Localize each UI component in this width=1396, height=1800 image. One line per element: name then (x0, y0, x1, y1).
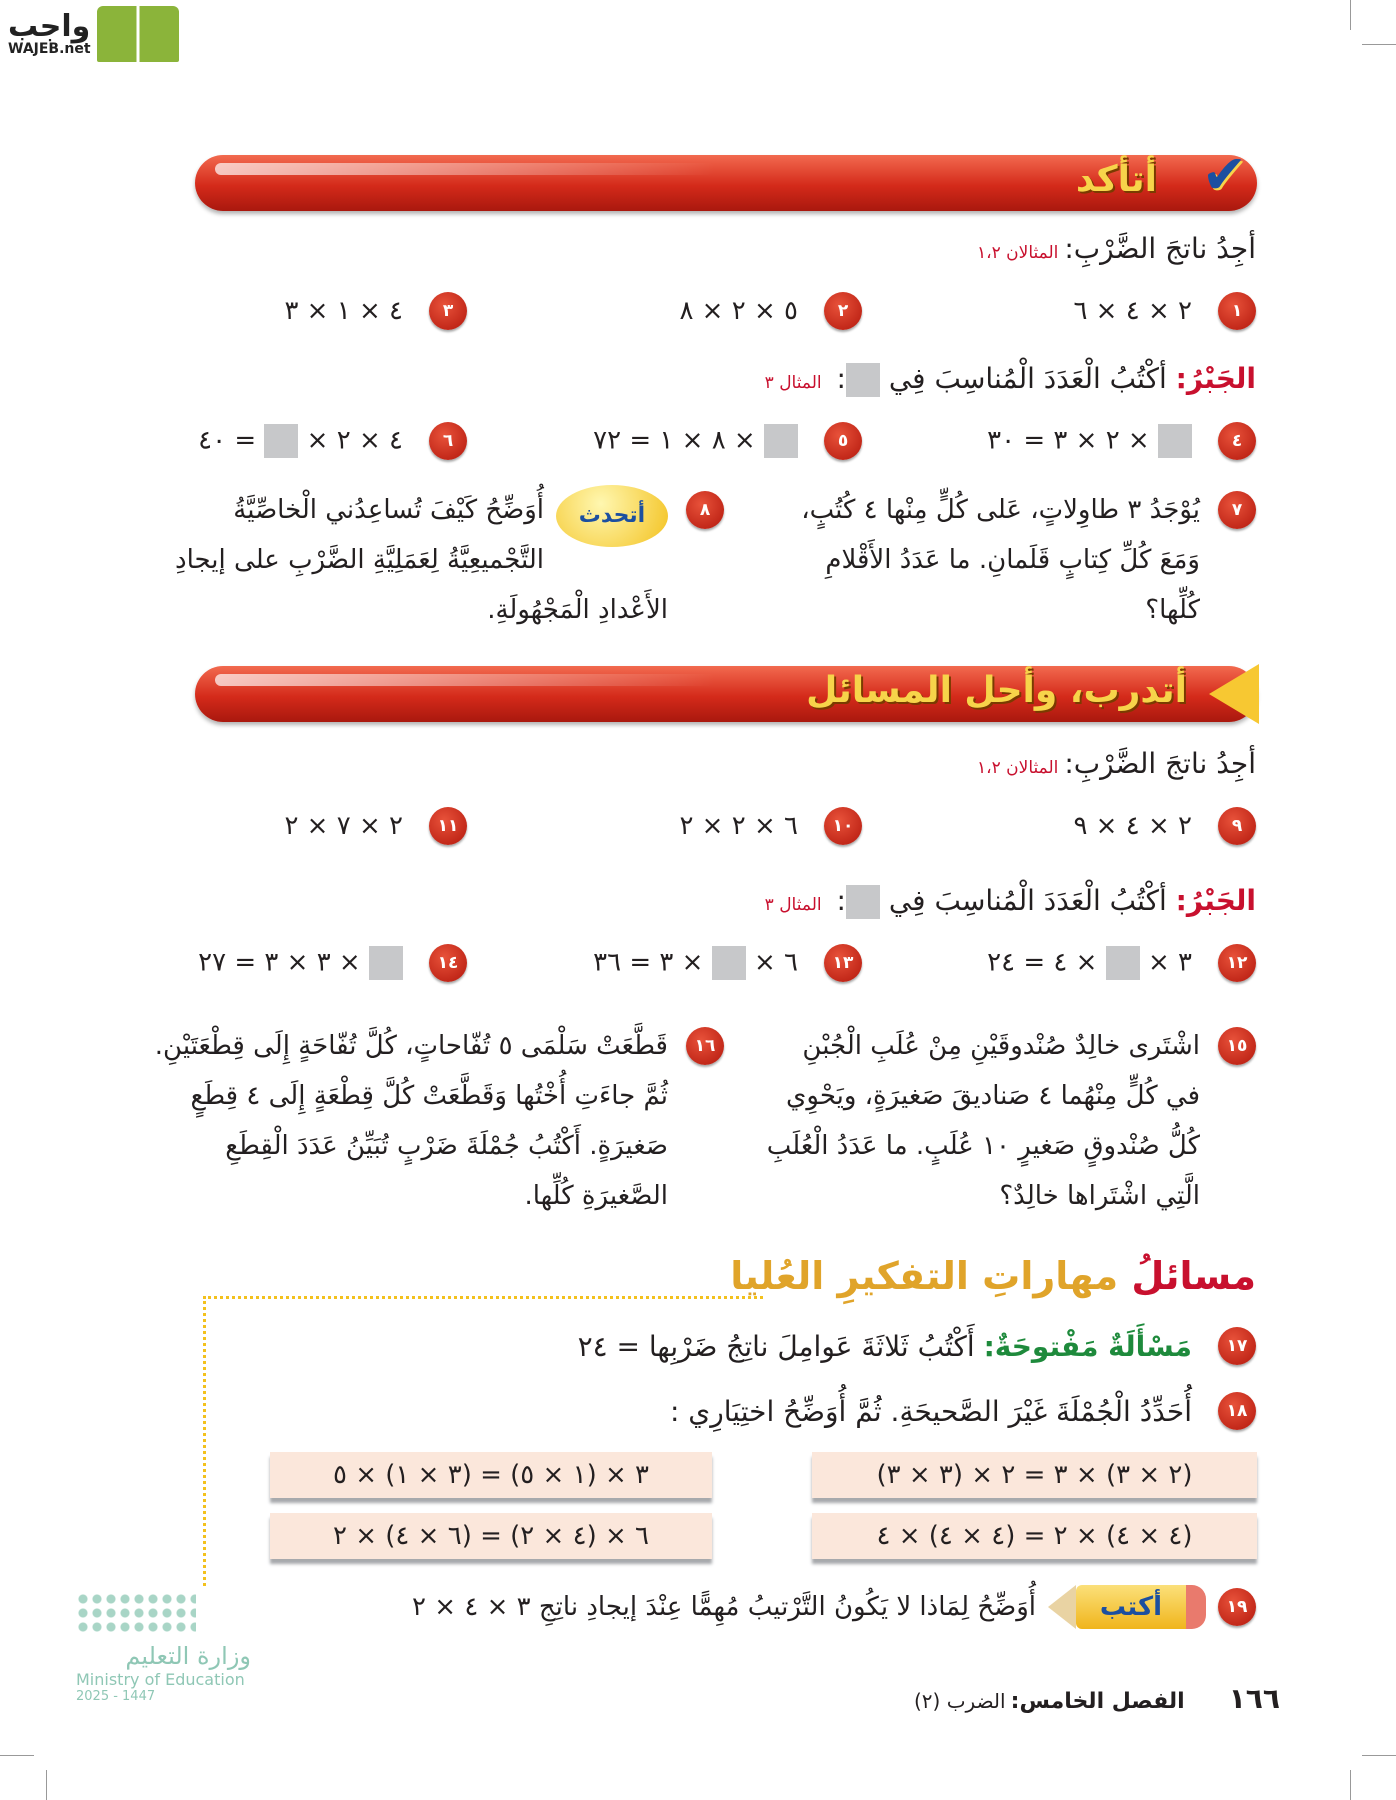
problem-6 (198, 422, 467, 460)
section-title: أتأكد (1075, 159, 1157, 200)
ministry-year: 2025 - 1447 (76, 1689, 156, 1704)
problem-number: ٢ (824, 292, 862, 330)
problem-10 (679, 807, 862, 845)
problem-text: اشْتَرى خالِدٌ صُنْدوقَيْنِ مِنْ عُلَبِ الْجُبْنِ في كُلٍّ مِنْهُما ٤ صَناديقَ صَغيرَةٍ، ويَحْوِي كُلُّ صُنْدوقٍ صَغيرٍ ١٠ عُلَبٍ. ما عَدَدُ الْعُلَبِ الَّتِي اشْتَراها خالِدٌ؟ (766, 1031, 1200, 1211)
crop-mark (1350, 1770, 1351, 1800)
problem-number: ٧ (1218, 491, 1256, 529)
blank-box (1106, 946, 1140, 980)
problem-text: أَكْتُبُ ثَلاثَةَ عَوامِلَ ناتِجُ ضَرْبِها = ٢٤ (577, 1329, 975, 1363)
heading-text: أكْتُبُ الْعَدَدَ الْمُناسِبَ فِي (888, 362, 1167, 395)
problem-text: أُوَضِّحُ لِمَاذا لا يَكُونُ التَّرْتيبُ مُهِمًّا عِنْدَ إيجادِ ناتِجِ ٣ × ٤ × ٢ (412, 1592, 1036, 1622)
book-icon (97, 6, 179, 62)
hots-title-gold: مهاراتِ التفكيرِ العُليا (730, 1254, 1119, 1298)
lesson-label: الضرب (٢) (913, 1689, 1006, 1713)
ministry-dots-icon (76, 1592, 196, 1632)
problem-11 (284, 807, 467, 845)
problem-number: ١٣ (824, 944, 862, 982)
crop-mark (0, 1755, 34, 1756)
blank-box (369, 946, 403, 980)
problem-5 (593, 422, 862, 460)
expression: ٥ × ٢ × ٨ (679, 296, 798, 326)
problem-number: ٨ (686, 491, 724, 529)
checkmark-icon: ✔ (1201, 143, 1247, 206)
section-banner-check (195, 143, 1257, 211)
expression: × ٣ × ٣ = ٢٧ (198, 947, 361, 978)
crop-mark (1350, 0, 1351, 30)
problem-number: ٩ (1218, 807, 1256, 845)
expression: × ٨ × ١ = ٧٢ (593, 425, 756, 456)
ministry-arabic: وزارة التعليم (125, 1642, 251, 1670)
crop-mark (1362, 44, 1396, 45)
expression: ٦ × ٢ × ٢ (679, 811, 798, 841)
problem-14 (198, 944, 467, 982)
chapter-label: الفصل الخامس: (1010, 1689, 1185, 1714)
problem-19 (412, 1585, 1256, 1629)
problem-number: ١٢ (1218, 944, 1256, 982)
ministry-english: Ministry of Education (76, 1670, 245, 1689)
problem-number: ١٦ (686, 1027, 724, 1065)
algebra-heading: الجَبْرُ: أكْتُبُ الْعَدَدَ الْمُناسِبَ فِي : المثال ٣ (764, 884, 1256, 917)
crop-mark (1362, 1755, 1396, 1756)
problem-number: ٤ (1218, 422, 1256, 460)
expression: ٦ × (753, 947, 798, 978)
problem-text: أُوَضِّحُ كَيْفَ تُساعِدُني الْخاصِّيَّةُ التَّجْميعِيَّةُ لِعَمَلِيَّةِ الضَّرْبِ على إيجادِ الأَعْدادِ الْمَجْهُولَةِ. (175, 495, 668, 625)
problem-number: ١٤ (429, 944, 467, 982)
problem-number: ١٩ (1218, 1588, 1256, 1626)
heading-text: أجِدُ ناتجَ الضَّرْبِ: (1064, 747, 1256, 780)
expression: ٤ × ١ × ٣ (284, 296, 403, 326)
algebra-label: الجَبْرُ: (1175, 362, 1256, 395)
problem-text: قَطَّعَتْ سَلْمَى ٥ تُفّاحاتٍ، كُلَّ تُفّاحَةٍ إِلَى قِطْعَتَيْنِ. ثُمَّ جاءَتِ أُخْتُها وَقَطَّعَتْ كُلَّ قِطْعَةٍ إِلَى ٤ قِطَعٍ صَغيرَةٍ. أَكْتُبُ جُمْلَةَ ضَرْبٍ تُبَيِّنُ عَدَدَ الْقِطَعِ الصَّغيرَةِ كُلِّها. (154, 1031, 668, 1211)
expression: = ٤٠ (198, 425, 257, 456)
talk-bubble-icon: أتحدث (556, 485, 668, 547)
equation-box: (٤ × ٤) × ٢ = (٤ × ٤) × ٤ (812, 1513, 1257, 1559)
expression: × ٣ = ٣٦ (593, 947, 704, 978)
problem-9 (1073, 807, 1256, 845)
problem-4 (987, 422, 1256, 460)
equation-box: ٣ × (١ × ٥) = (٣ × ١) × ٥ (270, 1452, 712, 1498)
write-badge: أكتب (1076, 1585, 1206, 1629)
blank-box (846, 885, 880, 919)
problem-3 (284, 292, 467, 330)
problem-17 (578, 1327, 1256, 1365)
problem-number: ١٨ (1218, 1392, 1256, 1430)
expression: ٤ × ٢ × (306, 425, 403, 456)
expression: ٢ × ٧ × ٢ (284, 811, 403, 841)
wajeb-logo (8, 6, 179, 62)
page-footer (914, 1682, 1280, 1715)
blank-box (1158, 424, 1192, 458)
problem-2 (679, 292, 862, 330)
section-banner-practice (195, 666, 1257, 722)
section-title: أتدرب، وأحل المسائل (806, 670, 1187, 711)
blank-box (764, 424, 798, 458)
algebra-label: الجَبْرُ: (1175, 884, 1256, 917)
problem-number: ٣ (429, 292, 467, 330)
problem-15 (766, 1021, 1256, 1221)
blank-box (264, 424, 298, 458)
example-ref: المثال ٣ (764, 373, 822, 393)
problem-text: أُحَدِّدُ الْجُمْلَةَ غَيْرَ الصَّحيحَةِ. ثُمَّ أُوَضِّحُ اختِيَارِي : (669, 1394, 1192, 1428)
page-number: ١٦٦ (1228, 1682, 1280, 1715)
open-problem-label: مَسْأَلَةٌ مَفْتوحَةٌ: (983, 1329, 1192, 1363)
problem-8 (144, 485, 724, 635)
expression: × ٤ = ٢٤ (987, 947, 1098, 978)
problem-18 (670, 1392, 1256, 1430)
find-product-heading (977, 232, 1256, 265)
pencil-icon (1048, 1585, 1206, 1629)
logo-arabic: واجب (8, 9, 91, 44)
heading-text: أجِدُ ناتجَ الضَّرْبِ: (1064, 232, 1256, 265)
triangle-icon (1209, 664, 1259, 724)
problem-number: ١١ (429, 807, 467, 845)
problem-number: ١٧ (1218, 1327, 1256, 1365)
logo-latin: WAJEB.net (8, 41, 91, 57)
algebra-heading: الجَبْرُ: أكْتُبُ الْعَدَدَ الْمُناسِبَ فِي : المثال ٣ (764, 362, 1256, 395)
problem-number: ٦ (429, 422, 467, 460)
equation-box: ٦ × (٤ × ٢) = (٦ × ٤) × ٢ (270, 1513, 712, 1559)
expression: × ٢ × ٣ = ٣٠ (987, 425, 1150, 456)
heading-text: أكْتُبُ الْعَدَدَ الْمُناسِبَ فِي (888, 884, 1167, 917)
blank-box (846, 363, 880, 397)
example-ref: المثالان ١،٢ (977, 758, 1059, 778)
example-ref: المثال ٣ (764, 895, 822, 915)
problem-number: ١ (1218, 292, 1256, 330)
problem-text: يُوْجَدُ ٣ طاوِلاتٍ، عَلى كُلٍّ مِنْها ٤ كُتُبٍ، وَمَعَ كُلِّ كِتابٍ قَلَمانِ. ما عَدَدُ الأَقْلامِ كُلِّها؟ (801, 495, 1200, 625)
hots-title (730, 1254, 1256, 1298)
example-ref: المثالان ١،٢ (977, 243, 1059, 263)
problem-16 (144, 1021, 724, 1221)
problem-12 (987, 944, 1256, 982)
expression: ٢ × ٤ × ٦ (1073, 296, 1192, 326)
equation-box: (٢ × ٣) × ٣ = ٢ × (٣ × ٣) (812, 1452, 1257, 1498)
find-product-heading (977, 747, 1256, 780)
problem-number: ١٥ (1218, 1027, 1256, 1065)
expression: ٣ × (1147, 947, 1192, 978)
crop-mark (46, 1770, 47, 1800)
ministry-logo (76, 1592, 251, 1704)
problem-number: ٥ (824, 422, 862, 460)
problem-number: ١٠ (824, 807, 862, 845)
hots-title-red: مسائلُ (1131, 1254, 1256, 1298)
problem-13 (593, 944, 862, 982)
expression: ٢ × ٤ × ٩ (1073, 811, 1192, 841)
problem-1 (1073, 292, 1256, 330)
blank-box (712, 946, 746, 980)
problem-7 (766, 485, 1256, 635)
